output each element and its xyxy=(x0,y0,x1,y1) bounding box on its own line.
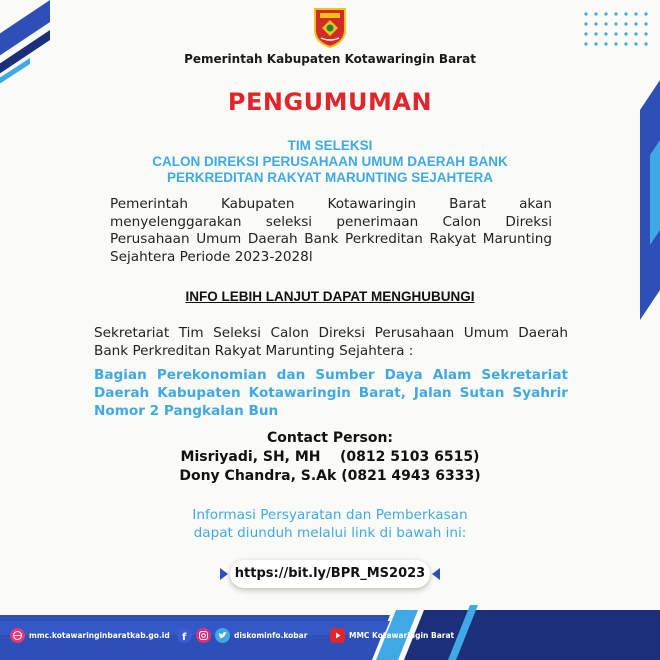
footer-youtube[interactable] xyxy=(330,627,454,643)
subtitle-line-1: TIM SELEKSI xyxy=(287,138,373,153)
subtitle-line-3: PERKREDITAN RAKYAT MARUNTING SEJAHTERA xyxy=(166,170,494,185)
twitter-icon[interactable] xyxy=(215,628,230,643)
svg-text:f: f xyxy=(182,631,187,643)
subtitle xyxy=(0,138,660,186)
kotawaringin-barat-emblem-icon xyxy=(312,6,348,48)
arrow-right-icon xyxy=(218,566,230,582)
footer-website[interactable] xyxy=(10,627,170,643)
decorative-stripe-right xyxy=(620,80,660,320)
facebook-icon[interactable] xyxy=(177,628,192,643)
footer-social-handle: diskominfo.kobar xyxy=(234,630,308,640)
youtube-icon xyxy=(330,628,345,643)
government-name: Pemerintah Kabupaten Kotawaringin Barat xyxy=(184,52,476,66)
contact-person-2: Dony Chandra, S.Ak (0821 4943 6333) xyxy=(179,468,481,484)
secretariat-text: Sekretariat Tim Seleksi Calon Direksi Perusahaan Umum Daerah Bank Perkreditan Rakyat Marunting Sejahtera : xyxy=(94,325,568,359)
subtitle-line-2: CALON DIREKSI PERUSAHAAN UMUM DAERAH BANK xyxy=(152,154,508,169)
footer-social[interactable] xyxy=(177,627,307,643)
info-heading: INFO LEBIH LANJUT DAPAT MENGHUBUNGI xyxy=(185,289,475,304)
requirements-text xyxy=(0,506,660,542)
contact-heading: Contact Person: xyxy=(266,430,394,446)
arrow-left-icon xyxy=(430,566,442,582)
decorative-dots xyxy=(580,8,652,56)
requirements-line-2: dapat diunduh melalui link di bawah ini: xyxy=(193,525,467,541)
download-link[interactable]: https://bit.ly/BPR_MS2023 xyxy=(230,560,430,588)
address-text: Bagian Perekonomian dan Sumber Daya Alam Sekretariat Daerah Kabupaten Kotawaringin Barat, Jalan Sutan Syahrir Nomor 2 Pangkalan Bun xyxy=(94,367,568,419)
requirements-line-1: Informasi Persyaratan dan Pemberkasan xyxy=(192,507,468,523)
footer-youtube-text: MMC Kotawaringin Barat xyxy=(349,630,455,640)
globe-icon xyxy=(10,628,25,643)
page-title: PENGUMUMAN xyxy=(227,88,433,116)
footer-website-text: mmc.kotawaringinbaratkab.go.id xyxy=(29,630,170,640)
instagram-icon[interactable] xyxy=(196,628,211,643)
announcement-text: Pemerintah Kabupaten Kotawaringin Barat akan menyelenggarakan seleksi penerimaan Calon Direksi Perusahaan Umum Daerah Bank Perkreditan Rakyat Marunting Sejahtera Periode 2023-2028l xyxy=(110,196,552,265)
contact-person-1: Misriyadi, SH, MH (0812 5103 6515) xyxy=(180,449,480,465)
